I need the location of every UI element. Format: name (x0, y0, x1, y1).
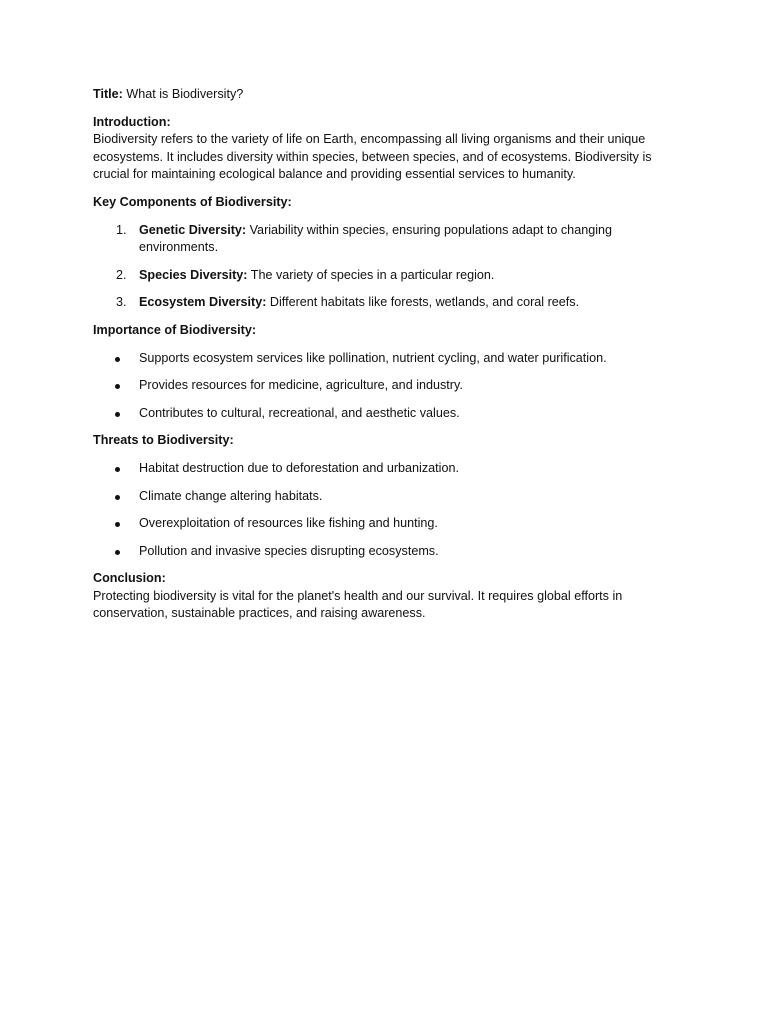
item-text: Supports ecosystem services like pollination, nutrient cycling, and water purification. (139, 350, 607, 365)
conclusion-section (93, 570, 673, 623)
list-item (93, 543, 673, 561)
item-text: Contributes to cultural, recreational, and aesthetic values. (139, 405, 460, 420)
list-item (93, 222, 673, 257)
item-text: Habitat destruction due to deforestation and urbanization. (139, 460, 459, 475)
item-text: Variability within species, ensuring populations adapt to changing environments. (139, 222, 613, 255)
title-label: Title: (93, 87, 123, 101)
item-text: Pollution and invasive species disrupting ecosystems. (139, 543, 439, 558)
bullet-icon (115, 522, 120, 527)
list-item (93, 488, 673, 506)
list-item (93, 350, 673, 368)
bullet-icon (115, 467, 120, 472)
bullet-icon (115, 495, 120, 500)
item-label: Species Diversity: (139, 267, 248, 282)
item-text: Different habitats like forests, wetlands, and coral reefs. (269, 295, 580, 310)
list-item (93, 294, 673, 312)
item-label: Ecosystem Diversity: (139, 295, 267, 310)
bullet-icon (115, 384, 120, 389)
item-text: Overexploitation of resources like fishing and hunting. (139, 516, 438, 531)
importance-heading: Importance of Biodiversity: (93, 322, 257, 337)
key-components-list (93, 222, 673, 312)
list-number: 3. (116, 295, 127, 310)
bullet-icon (115, 412, 120, 417)
item-text: The variety of species in a particular region. (250, 267, 495, 282)
importance-list (93, 350, 673, 423)
list-number: 1. (116, 222, 127, 237)
list-item (93, 377, 673, 395)
list-item (93, 460, 673, 478)
item-label: Genetic Diversity: (139, 222, 247, 237)
threats-list (93, 460, 673, 560)
introduction-body: Biodiversity refers to the variety of life on Earth, encompassing all living organisms and their unique ecosystems. It includes diversity within species, between species, and of ecosystems. Biodiversity is crucial for maintaining ecological balance and providing essential services to humanity. (93, 132, 652, 182)
document-title (93, 86, 673, 104)
conclusion-heading: Conclusion: (93, 571, 166, 586)
bullet-icon (115, 357, 120, 362)
item-text: Provides resources for medicine, agriculture, and industry. (139, 378, 463, 393)
conclusion-body: Protecting biodiversity is vital for the planet's health and our survival. It requires global efforts in conservation, sustainable practices, and raising awareness. (93, 588, 623, 621)
item-text: Climate change altering habitats. (139, 488, 323, 503)
document-page (93, 86, 673, 633)
threats-heading: Threats to Biodiversity: (93, 433, 234, 448)
list-item (93, 515, 673, 533)
list-number: 2. (116, 267, 127, 282)
list-item (93, 267, 673, 285)
introduction-heading: Introduction: (93, 114, 171, 129)
list-item (93, 405, 673, 423)
key-components-heading: Key Components of Biodiversity: (93, 194, 292, 209)
introduction-section (93, 114, 673, 184)
title-text: What is Biodiversity? (126, 87, 244, 101)
bullet-icon (115, 550, 120, 555)
